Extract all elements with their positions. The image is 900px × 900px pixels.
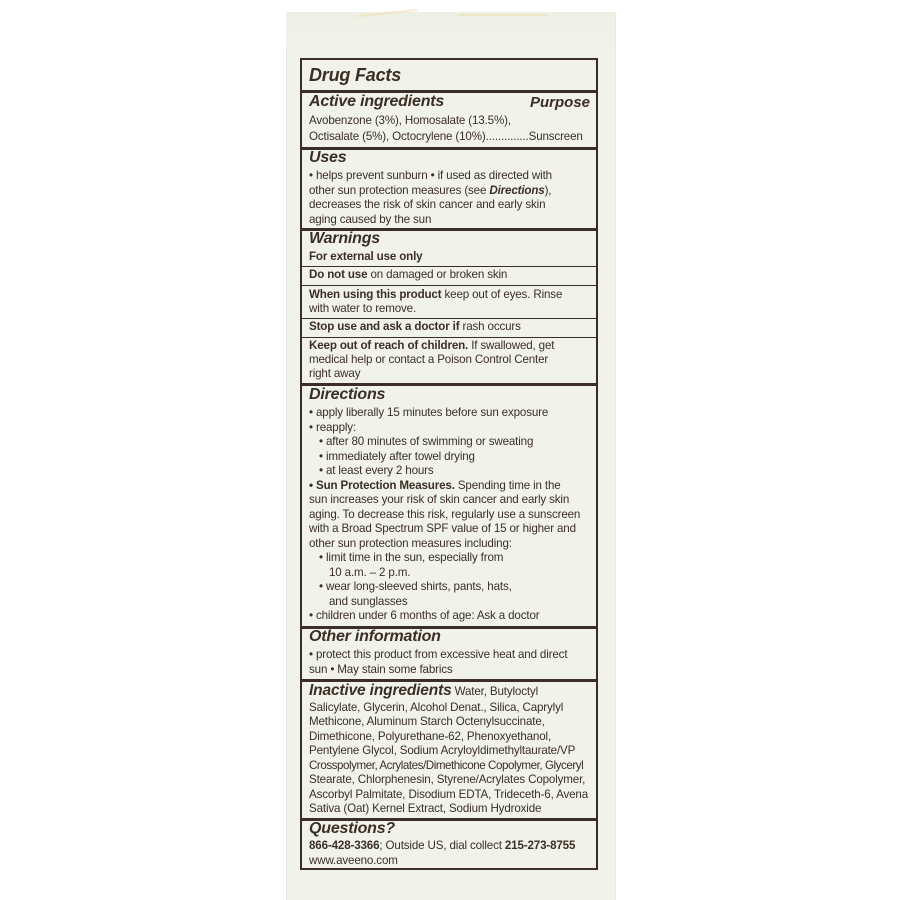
uses-line-1: • helps prevent sunburn • if used as directed with — [309, 169, 552, 182]
directions-line: aging. To decrease this risk, regularly use a sunscreen — [309, 508, 581, 521]
questions-phone-line: 866-428-3366; Outside US, dial collect 215-273-8755 — [309, 839, 576, 852]
other-info-title: Other information — [309, 628, 441, 645]
do-not-use-text: Do not use on damaged or broken skin — [309, 268, 508, 281]
inactive-line: Sativa (Oat) Kernel Extract, Sodium Hydroxide — [309, 802, 542, 815]
external-use-text: For external use only — [309, 250, 423, 263]
inactive-line: Ascorbyl Palmitate, Disodium EDTA, Trideceth-6, Avena — [309, 788, 589, 801]
questions-title: Questions? — [309, 820, 396, 837]
keep-out-line-2: medical help or contact a Poison Control Center — [309, 353, 549, 366]
drug-facts-title: Drug Facts — [309, 65, 402, 85]
divider — [302, 285, 596, 286]
inactive-line: Stearate, Chlorphenesin, Styrene/Acrylates Copolymer, — [309, 773, 586, 786]
directions-line: • reapply: — [309, 421, 357, 434]
divider — [302, 266, 596, 267]
directions-line: and sunglasses — [329, 595, 408, 608]
divider — [302, 318, 596, 319]
uses-line-2: other sun protection measures (see Directions), — [309, 184, 552, 197]
directions-line: sun increases your risk of skin cancer and early skin — [309, 493, 570, 506]
when-using-line-2: with water to remove. — [309, 302, 417, 315]
directions-line: • Sun Protection Measures. Spending time in the — [309, 479, 561, 492]
uses-line-3: decreases the risk of skin cancer and early skin — [309, 198, 546, 211]
inactive-line: Pentylene Glycol, Sodium Acryloyldimethyltaurate/VP — [309, 744, 576, 757]
inactive-ingredients-line: Inactive ingredients Water, Butyloctyl — [309, 682, 539, 699]
keep-out-line-3: right away — [309, 367, 361, 380]
keep-out-line-1: Keep out of reach of children. If swallowed, get — [309, 339, 555, 352]
directions-line: • wear long-sleeved shirts, pants, hats, — [319, 580, 512, 593]
purpose-label: Purpose — [529, 94, 590, 111]
inactive-line: Dimethicone, Polyurethane-62, Phenoxyethanol, — [309, 730, 552, 743]
divider — [302, 337, 596, 338]
directions-line: 10 a.m. – 2 p.m. — [329, 566, 411, 579]
faint-brand-logo — [330, 10, 590, 28]
directions-line: • apply liberally 15 minutes before sun exposure — [309, 406, 549, 419]
website-text: www.aveeno.com — [309, 854, 398, 867]
directions-line: other sun protection measures including: — [309, 537, 512, 550]
active-ingredients-title: Active ingredients — [309, 93, 445, 110]
directions-line: • limit time in the sun, especially from — [319, 551, 504, 564]
drug-facts-panel — [300, 58, 598, 870]
uses-title: Uses — [309, 149, 347, 166]
directions-line: • after 80 minutes of swimming or sweating — [319, 435, 534, 448]
inactive-line: Salicylate, Glycerin, Alcohol Denat., Silica, Caprylyl — [309, 701, 564, 714]
inactive-ingredients-title: Inactive ingredients — [309, 682, 452, 699]
directions-title: Directions — [309, 386, 386, 403]
inactive-line: Methicone, Aluminum Starch Octenylsuccinate, — [309, 715, 545, 728]
directions-line: • immediately after towel drying — [319, 450, 475, 463]
active-line-2: Octisalate (5%), Octocrylene (10%)..............Sunscreen — [309, 130, 583, 143]
directions-line: • children under 6 months of age: Ask a doctor — [309, 609, 540, 622]
other-info-line: sun • May stain some fabrics — [309, 663, 453, 676]
warnings-title: Warnings — [309, 230, 381, 247]
uses-line-4: aging caused by the sun — [309, 213, 432, 226]
directions-line: • at least every 2 hours — [319, 464, 434, 477]
stop-use-text: Stop use and ask a doctor if rash occurs — [309, 320, 521, 333]
other-info-line: • protect this product from excessive heat and direct — [309, 648, 568, 661]
when-using-line-1: When using this product keep out of eyes. Rinse — [309, 288, 563, 301]
inactive-line: Crosspolymer, Acrylates/Dimethicone Copolymer, Glyceryl — [309, 759, 584, 772]
directions-line: with a Broad Spectrum SPF value of 15 or higher and — [309, 522, 576, 535]
active-line-1: Avobenzone (3%), Homosalate (13.5%), — [309, 114, 511, 127]
